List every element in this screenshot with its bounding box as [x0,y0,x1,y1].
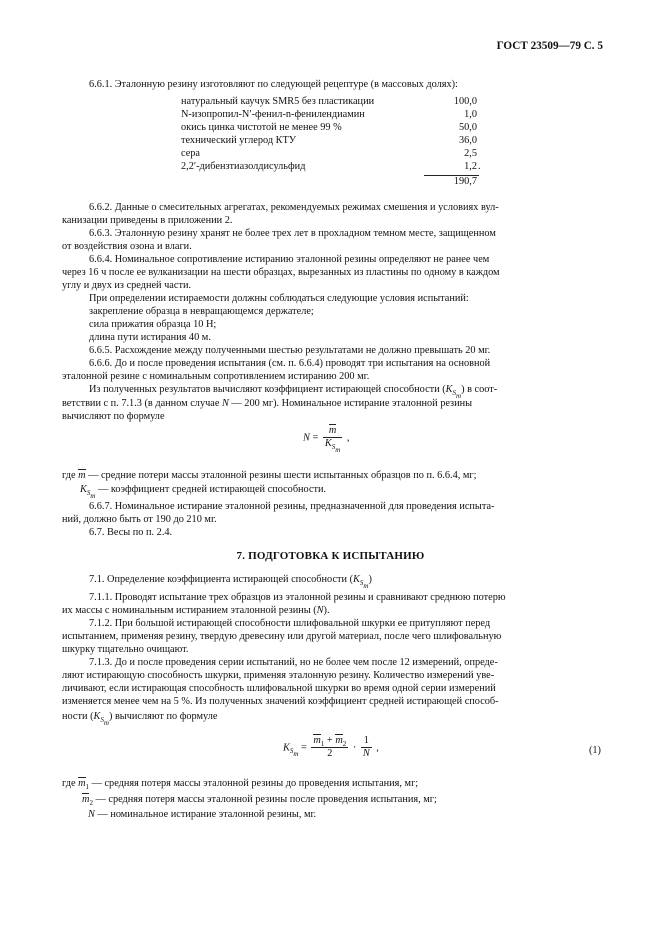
para-7-1-3-cont: изменяется менее чем на 5 %. Из полученных значений коэффициент средней истирающей способ- [62,696,499,707]
where-m2: $m_2$ — средняя потеря массы эталонной резины после проведения испытания, мг; [82,794,437,807]
recipe-item-name: окись цинка чистотой не менее 99 % [181,122,342,133]
para-7-1-3-cont: ляют истирающую способность шкурки, применяя эталонную резину. Количество измерений уве- [62,670,495,681]
condition-item: закрепление образца в невращающемся держателе; [89,306,314,317]
recipe-item-name: технический углерод КТУ [181,135,297,146]
formula-nominal-abrasion: N = $\frac{m}{K_{S_m}}$ , [303,425,350,455]
para-6-6-7: 6.6.7. Номинальное истирание эталонной резины, предназначенной для проведения испыта- [89,501,495,512]
para-6-6-6-cont: эталонной резине с номинальным сопротивлением истиранию 200 мг. [62,371,370,382]
para-6-6-2: 6.6.2. Данные о смесительных агрегатах, рекомендуемых режимах смешения и условиях вул- [89,202,499,213]
recipe-item-value: 2,5 [464,148,477,159]
recipe-item-name: 2,2′-дибензтиазолдисульфид [181,161,306,172]
where-k: $K_{S_m}$ — коэффициент средней истирающей способности. [80,484,327,500]
condition-item: сила прижатия образца 10 Н; [89,319,217,330]
para-6-6-5: 6.6.5. Расхождение между полученными шестью результатами не должно превышать 20 мг. [89,345,491,356]
recipe-total: 190,7 [453,176,477,187]
formula-1-number: (1) [588,745,601,756]
para-7-1-3-cont: ности $(K_{S_m})$ вычисляют по формуле [62,711,218,727]
para-7-1-1-cont: их массы с номинальным истиранием эталонной резины (N). [62,605,330,616]
para-6-6-3-cont: от воздействия озона и влаги. [62,241,192,252]
para-7-1-2-cont: испытанием, применяя резину, твердую древесину или другой материал, после чего шлифовальную [62,631,502,642]
recipe-item-value: 50,0 [458,122,477,133]
formula-1-fraction-b: $\frac{1}{N}$ [362,735,370,760]
conditions-intro: При определении истираемости должны соблюдаться следующие условия испытаний: [89,293,469,304]
para-7-1-3: 7.1.3. До и после проведения серии испытаний, но не более чем после 12 измерений, опреде- [89,657,498,668]
para-6-7: 6.7. Весы по п. 2.4. [89,527,173,538]
para-6-6-2-cont: канизации приведены в приложении 2. [62,215,233,226]
condition-item: длина пути истирания 40 м. [89,332,211,343]
formula-fraction: $\frac{m}{K_{S_m}}$ [324,425,341,455]
para-6-6-4: 6.6.4. Номинальное сопротивление истиранию эталонной резины определяют не ранее чем [89,254,490,265]
para-7-1-2: 7.1.2. При большой истирающей способности шлифовальной шкурки ее притупляют перед [89,618,491,629]
recipe-item-value: 100,0 [453,96,477,107]
para-calc-line2: ветствии с п. 7.1.3 (в данном случае N — 200 мг). Номинальное истирание эталонной резины [62,398,473,409]
para-7-1: 7.1. Определение коэффициента истирающей способности $(K_{S_m})$ [89,574,372,590]
para-7-1-3-cont: личивают, если истирающая способность шлифовальной шкурки во время одной серии измерений [62,683,496,694]
where-m: где m — средние потери массы эталонной резины шести испытанных образцов по п. 6.6.4, мг; [62,470,477,481]
para-6-6-7-cont: ний, должно быть от 190 до 210 мг. [62,514,217,525]
section-7-title: 7. ПОДГОТОВКА К ИСПЫТАНИЮ [236,550,425,562]
para-calc-line1: Из полученных результатов вычисляют коэффициент истирающей способности $(K_{S_m})$ в соот- [89,384,498,400]
formula-1: $K_{S_m}$ = $\frac{m_1 + m_2}{2}$ · $\frac{1}{N}$ , [283,735,379,760]
recipe-item-name: сера [181,148,200,159]
para-6-6-4-cont: углу и двух из средней части. [62,280,192,291]
para-6-6-6: 6.6.6. До и после проведения испытания (см. п. 6.6.4) проводят три испытания на основной [89,358,491,369]
para-7-1-1: 7.1.1. Проводят испытание трех образцов из эталонной резины и сравнивают среднюю потерю [89,592,506,603]
recipe-item-name: натуральный каучук SMR5 без пластикации [181,96,375,107]
para-6-6-4-cont: через 16 ч после ее вулканизации на шести образцах, вырезанных из пластины по одному в каждом [62,267,500,278]
recipe-trailing-dot: . [478,161,481,172]
recipe-item-value: 1,0 [464,109,477,120]
page-header: ГОСТ 23509—79 С. 5 [496,40,603,52]
recipe-item-value: 36,0 [458,135,477,146]
where-n: N — номинальное истирание эталонной резины, мг. [88,809,317,820]
para-calc-line3: вычисляют по формуле [62,411,165,422]
para-7-1-2-cont: шкурку тщательно очищают. [62,644,189,655]
para-6-6-3: 6.6.3. Эталонную резину хранят не более трех лет в прохладном темном месте, защищенном [89,228,496,239]
formula-1-fraction-a: $\frac{m_1 + m_2}{2}$ [313,735,347,760]
recipe-item-value: 1,2 [464,161,477,172]
para-6-6-1: 6.6.1. Эталонную резину изготовляют по следующей рецептуре (в массовых долях): [89,79,458,90]
recipe-item-name: N-изопропил-N′-фенил-n-фенилендиамин [181,109,365,120]
where-m1: где $m_1$ — средняя потеря массы эталонной резины до проведения испытания, мг; [62,778,419,791]
